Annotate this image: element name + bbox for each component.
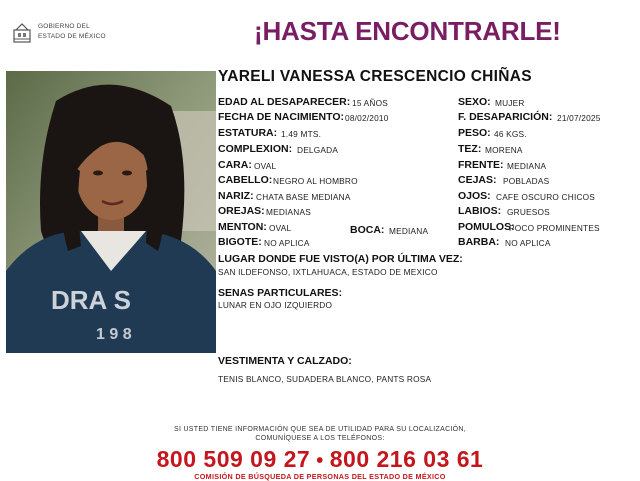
missing-person-photo xyxy=(6,71,216,353)
field-value-estatura: 1.49 MTS. xyxy=(281,129,322,139)
phone-separator: • xyxy=(316,450,324,472)
field-label-pomulos: POMULOS: xyxy=(458,221,515,233)
field-label-edad: EDAD AL DESAPARECER: xyxy=(218,96,351,108)
field-label-bigote: BIGOTE: xyxy=(218,236,262,248)
field-label-tez: TEZ: xyxy=(458,143,482,155)
government-logo xyxy=(12,22,114,44)
field-label-estatura: ESTATURA: xyxy=(218,127,278,139)
svg-text:1 9 8: 1 9 8 xyxy=(96,326,132,343)
field-value-frente: MEDIANA xyxy=(507,161,547,171)
field-value-fecha-nacimiento: 08/02/2010 xyxy=(345,113,389,123)
last-seen-label: LUGAR DONDE FUE VISTO(A) POR ÚLTIMA VEZ: xyxy=(218,253,463,265)
field-label-boca: BOCA: xyxy=(350,224,385,236)
field-value-barba: NO APLICA xyxy=(505,238,551,248)
field-value-cara: OVAL xyxy=(254,161,277,171)
field-label-peso: PESO: xyxy=(458,127,491,139)
field-label-nariz: NARIZ: xyxy=(218,190,254,202)
contact-note-line2: COMUNÍQUESE A LOS TELÉFONOS: xyxy=(255,435,385,442)
field-value-cejas: POBLADAS xyxy=(503,176,550,186)
field-label-labios: LABIOS: xyxy=(458,205,502,217)
field-label-barba: BARBA: xyxy=(458,236,500,248)
field-label-sexo: SEXO: xyxy=(458,96,491,108)
distinguishing-marks-value: LUNAR EN OJO IZQUIERDO xyxy=(218,300,333,310)
field-label-complexion: COMPLEXION: xyxy=(218,143,293,155)
phone-number-1[interactable]: 800 509 09 27 xyxy=(156,446,311,472)
field-value-cabello: NEGRO AL HOMBRO xyxy=(273,176,358,186)
field-value-orejas: MEDIANAS xyxy=(266,207,311,217)
field-value-bigote: NO APLICA xyxy=(264,238,310,248)
field-value-ojos: CAFE OSCURO CHICOS xyxy=(496,192,596,202)
distinguishing-marks-label: SENAS PARTICULARES: xyxy=(218,287,343,299)
svg-text:DRA S: DRA S xyxy=(51,285,131,315)
government-line2: ESTADO DE MÉXICO xyxy=(38,33,106,40)
clothing-value: TENIS BLANCO, SUDADERA BLANCO, PANTS ROSA xyxy=(218,374,432,384)
field-label-cara: CARA: xyxy=(218,159,252,171)
field-label-cabello: CABELLO: xyxy=(218,174,273,186)
field-value-peso: 46 KGS. xyxy=(494,129,527,139)
photo-illustration xyxy=(6,71,216,353)
field-value-nariz: CHATA BASE MEDIANA xyxy=(256,192,351,202)
clothing-label: VESTIMENTA Y CALZADO: xyxy=(218,355,352,367)
field-label-orejas: OREJAS: xyxy=(218,205,265,217)
government-line1: GOBIERNO DEL xyxy=(38,23,90,30)
field-value-menton: OVAL xyxy=(269,223,292,233)
phone-numbers xyxy=(0,446,640,473)
contact-note-line1: SI USTED TIENE INFORMACIÓN QUE SEA DE UTILIDAD PARA SU LOCALIZACIÓN, xyxy=(173,426,467,433)
field-value-edad: 15 AÑOS xyxy=(352,98,388,108)
headline: ¡HASTA ENCONTRARLE! xyxy=(254,16,561,46)
field-value-labios: GRUESOS xyxy=(507,207,550,217)
person-name: YARELI VANESSA CRESCENCIO CHIÑAS xyxy=(218,68,532,85)
field-value-pomulos: POCO PROMINENTES xyxy=(509,223,600,233)
field-value-fecha-desaparicion: 21/07/2025 xyxy=(557,113,601,123)
field-value-tez: MORENA xyxy=(485,145,523,155)
last-seen-value: SAN ILDEFONSO, IXTLAHUACA, ESTADO DE MEXICO xyxy=(218,267,438,277)
field-label-frente: FRENTE: xyxy=(458,159,504,171)
field-value-complexion: DELGADA xyxy=(297,145,339,155)
field-label-fecha-nacimiento: FECHA DE NACIMIENTO: xyxy=(218,111,344,123)
field-label-menton: MENTON: xyxy=(218,221,267,233)
phone-number-2[interactable]: 800 216 03 61 xyxy=(329,446,484,472)
state-emblem-icon xyxy=(12,22,32,44)
field-value-sexo: MUJER xyxy=(495,98,525,108)
field-value-boca: MEDIANA xyxy=(389,226,429,236)
commission-name: COMISIÓN DE BÚSQUEDA DE PERSONAS DEL ESTADO DE MÉXICO xyxy=(194,472,446,481)
field-label-cejas: CEJAS: xyxy=(458,174,497,186)
field-label-ojos: OJOS: xyxy=(458,190,491,202)
field-label-fecha-desaparicion: F. DESAPARICIÓN: xyxy=(458,111,553,123)
